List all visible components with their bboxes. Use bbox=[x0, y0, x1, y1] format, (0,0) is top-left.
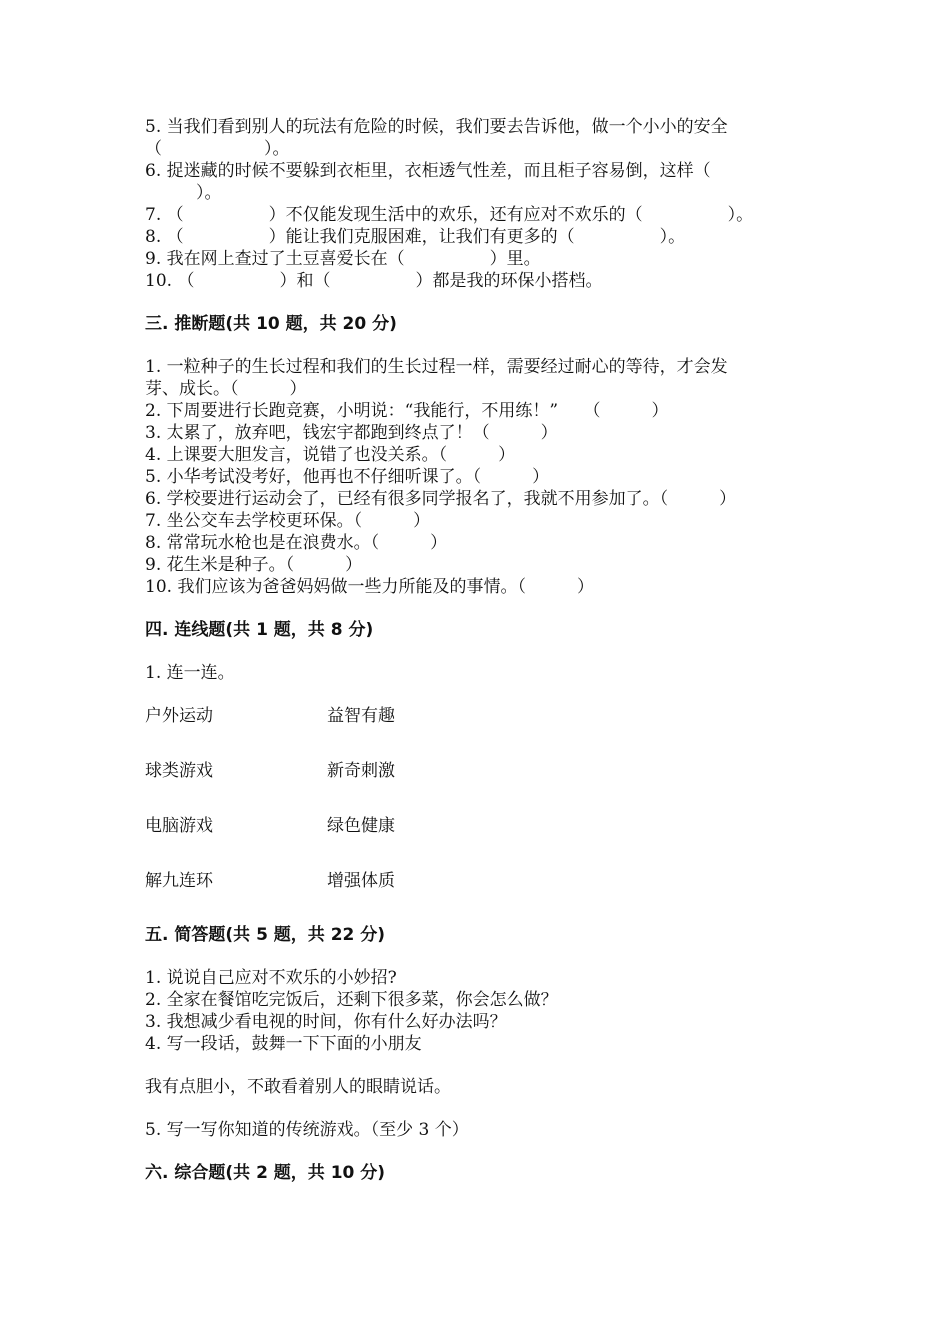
section-4-title: 四. 连线题(共 1 题，共 8 分) bbox=[145, 620, 374, 640]
matching-question: 1. 连一连。 bbox=[145, 663, 235, 683]
short-answer-quote: 我有点胆小，不敢看着别人的眼睛说话。 bbox=[145, 1077, 451, 1097]
matching-table bbox=[145, 705, 815, 903]
judgment-q4: 4. 上课要大胆发言，说错了也没关系。（ ） bbox=[145, 445, 516, 465]
matching-right-item: 益智有趣 bbox=[327, 706, 395, 726]
matching-row bbox=[145, 870, 815, 903]
judgment-questions bbox=[145, 356, 815, 598]
judgment-q1: 1. 一粒种子的生长过程和我们的生长过程一样，需要经过耐心的等待，才会发 bbox=[145, 357, 728, 377]
matching-right-item: 绿色健康 bbox=[327, 816, 395, 836]
section-3-title: 三. 推断题(共 10 题，共 20 分) bbox=[145, 314, 397, 334]
matching-left-item: 球类游戏 bbox=[145, 761, 213, 781]
section-6-title: 六. 综合题(共 2 题，共 10 分) bbox=[145, 1163, 386, 1183]
matching-left-item: 户外运动 bbox=[145, 706, 213, 726]
fill-blank-q9: 9. 我在网上查过了土豆喜爱长在（ ）里。 bbox=[145, 249, 541, 269]
matching-left-item: 解九连环 bbox=[145, 871, 213, 891]
judgment-q3: 3. 太累了，放弃吧，钱宏宇都跑到终点了！（ ） bbox=[145, 423, 558, 443]
judgment-q6: 6. 学校要进行运动会了，已经有很多同学报名了，我就不用参加了。（ ） bbox=[145, 489, 737, 509]
matching-row bbox=[145, 760, 815, 815]
short-answer-questions bbox=[145, 967, 815, 1055]
fill-blank-q6: 6. 捉迷藏的时候不要躲到衣柜里，衣柜透气性差，而且柜子容易倒，这样（ bbox=[145, 161, 711, 181]
judgment-q5: 5. 小华考试没考好，他再也不仔细听课了。（ ） bbox=[145, 467, 550, 487]
section-5-title: 五. 简答题(共 5 题，共 22 分) bbox=[145, 925, 386, 945]
matching-right-item: 增强体质 bbox=[327, 871, 395, 891]
exam-page bbox=[145, 116, 815, 1184]
short-answer-q2: 2. 全家在餐馆吃完饭后，还剩下很多菜，你会怎么做？ bbox=[145, 990, 558, 1010]
fill-blank-q5-cont: （ ）。 bbox=[145, 139, 290, 159]
short-answer-q1: 1. 说说自己应对不欢乐的小妙招? bbox=[145, 968, 397, 988]
judgment-q7: 7. 坐公交车去学校更环保。（ ） bbox=[145, 511, 431, 531]
matching-row bbox=[145, 815, 815, 870]
fill-blank-q10: 10. （ ）和（ ）都是我的环保小搭档。 bbox=[145, 271, 603, 291]
fill-blank-q7: 7. （ ）不仅能发现生活中的欢乐，还有应对不欢乐的（ ）。 bbox=[145, 205, 754, 225]
judgment-q2: 2. 下周要进行长跑竞赛，小明说：“我能行，不用练！” （ ） bbox=[145, 401, 669, 421]
judgment-q1-cont: 芽、成长。（ ） bbox=[145, 379, 307, 399]
fill-blank-questions bbox=[145, 116, 815, 292]
judgment-q10: 10. 我们应该为爸爸妈妈做一些力所能及的事情。（ ） bbox=[145, 577, 594, 597]
matching-right-item: 新奇刺激 bbox=[327, 761, 395, 781]
matching-row bbox=[145, 705, 815, 760]
judgment-q8: 8. 常常玩水枪也是在浪费水。（ ） bbox=[145, 533, 448, 553]
matching-left-item: 电脑游戏 bbox=[145, 816, 213, 836]
fill-blank-q8: 8. （ ）能让我们克服困难，让我们有更多的（ ）。 bbox=[145, 227, 686, 247]
judgment-q9: 9. 花生米是种子。（ ） bbox=[145, 555, 363, 575]
short-answer-q5: 5. 写一写你知道的传统游戏。（至少 3 个） bbox=[145, 1120, 469, 1140]
short-answer-q4: 4. 写一段话，鼓舞一下下面的小朋友 bbox=[145, 1034, 422, 1054]
short-answer-q3: 3. 我想减少看电视的时间，你有什么好办法吗？ bbox=[145, 1012, 507, 1032]
fill-blank-q5: 5. 当我们看到别人的玩法有危险的时候，我们要去告诉他，做一个小小的安全 bbox=[145, 117, 728, 137]
fill-blank-q6-cont: ）。 bbox=[145, 183, 222, 203]
